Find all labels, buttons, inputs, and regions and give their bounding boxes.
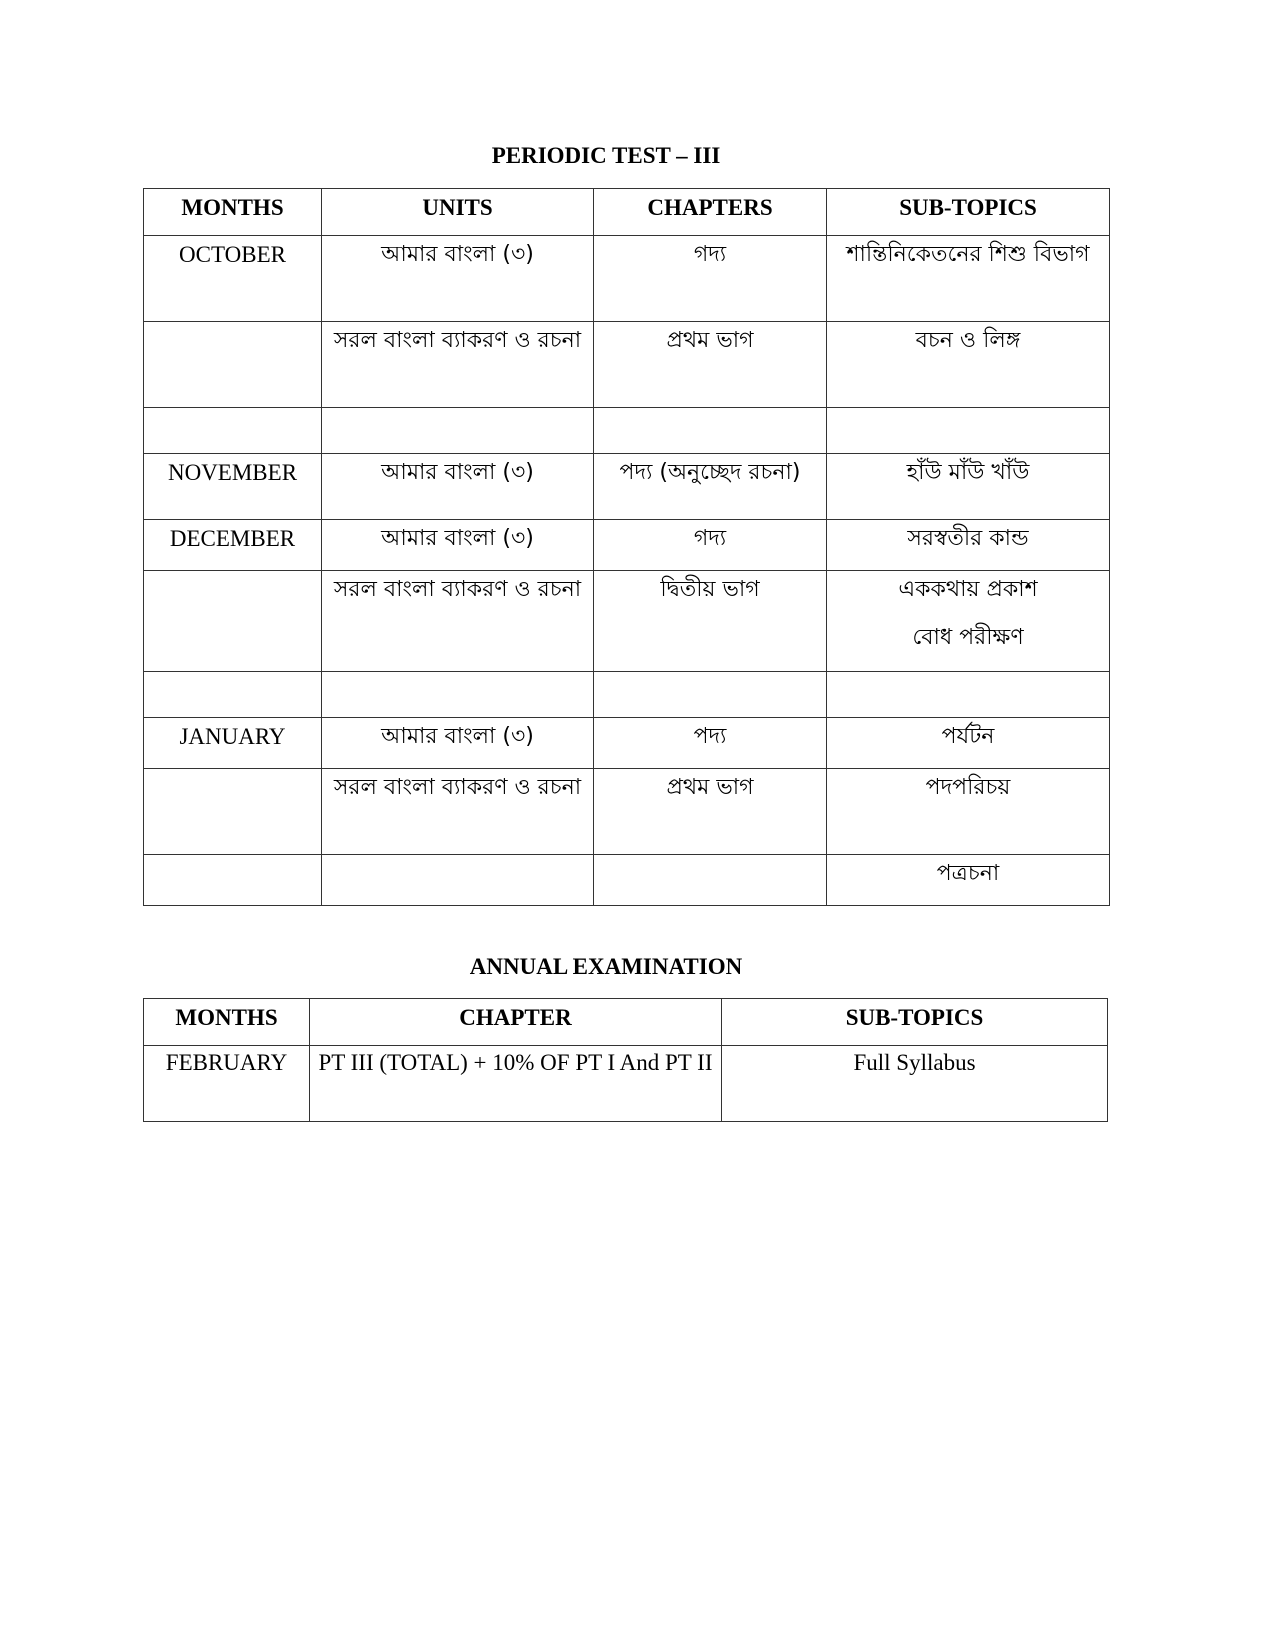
- unit-cell: [322, 408, 594, 454]
- unit-cell: আমার বাংলা (৩): [322, 718, 594, 769]
- subtopic-line: এককথায় প্রকাশ: [898, 577, 1038, 602]
- month-cell: NOVEMBER: [144, 454, 322, 520]
- header-units: UNITS: [322, 189, 594, 236]
- header-months: MONTHS: [144, 999, 310, 1046]
- table-row: [144, 454, 1110, 520]
- subtopic-cell: [827, 672, 1110, 718]
- month-cell: [144, 855, 322, 906]
- month-cell: FEBRUARY: [144, 1046, 310, 1122]
- table-row: [144, 571, 1110, 672]
- unit-cell: আমার বাংলা (৩): [322, 236, 594, 322]
- chapter-cell: পদ্য (অনুচ্ছেদ রচনা): [594, 454, 827, 520]
- chapter-cell: [594, 672, 827, 718]
- chapter-cell: PT III (TOTAL) + 10% OF PT I And PT II: [310, 1046, 722, 1122]
- header-sub-topics: SUB-TOPICS: [722, 999, 1108, 1046]
- table-row: [144, 718, 1110, 769]
- chapter-cell: দ্বিতীয় ভাগ: [594, 571, 827, 672]
- subtopic-cell: সরস্বতীর কান্ড: [827, 520, 1110, 571]
- subtopic-cell: [827, 408, 1110, 454]
- chapter-cell: [594, 408, 827, 454]
- unit-cell: [322, 672, 594, 718]
- header-months: MONTHS: [144, 189, 322, 236]
- header-sub-topics: SUB-TOPICS: [827, 189, 1110, 236]
- table-row-empty: [144, 672, 1110, 718]
- chapter-cell: [594, 855, 827, 906]
- subtopic-line: বোধ পরীক্ষণ: [912, 625, 1024, 650]
- subtopic-cell: বচন ও লিঙ্গ: [827, 322, 1110, 408]
- month-cell: [144, 571, 322, 672]
- table-row: [144, 520, 1110, 571]
- month-cell: [144, 769, 322, 855]
- periodic-test-3-table: [143, 188, 1110, 906]
- subtopic-cell: পদপরিচয়: [827, 769, 1110, 855]
- chapter-cell: পদ্য: [594, 718, 827, 769]
- chapter-cell: প্রথম ভাগ: [594, 322, 827, 408]
- subtopic-cell: পত্রচনা: [827, 855, 1110, 906]
- header-chapter: CHAPTER: [310, 999, 722, 1046]
- month-cell: DECEMBER: [144, 520, 322, 571]
- table-row: [144, 322, 1110, 408]
- table-row-empty: [144, 408, 1110, 454]
- month-cell: [144, 672, 322, 718]
- unit-cell: সরল বাংলা ব্যাকরণ ও রচনা: [322, 571, 594, 672]
- month-cell: JANUARY: [144, 718, 322, 769]
- unit-cell: [322, 855, 594, 906]
- annual-examination-title: ANNUAL EXAMINATION: [469, 954, 743, 979]
- unit-cell: আমার বাংলা (৩): [322, 520, 594, 571]
- table-row: [144, 855, 1110, 906]
- table-row: [144, 769, 1110, 855]
- subtopic-cell: পর্যটন: [827, 718, 1110, 769]
- table-header-row: [144, 999, 1108, 1046]
- subtopic-cell: শান্তিনিকেতনের শিশু বিভাগ: [827, 236, 1110, 322]
- unit-cell: আমার বাংলা (৩): [322, 454, 594, 520]
- unit-cell: সরল বাংলা ব্যাকরণ ও রচনা: [322, 769, 594, 855]
- table-header-row: [144, 189, 1110, 236]
- periodic-test-3-title: PERIODIC TEST – III: [491, 143, 721, 168]
- chapter-cell: প্রথম ভাগ: [594, 769, 827, 855]
- annual-examination-table: [143, 998, 1108, 1122]
- subtopic-cell: Full Syllabus: [722, 1046, 1108, 1122]
- month-cell: [144, 408, 322, 454]
- chapter-cell: গদ্য: [594, 520, 827, 571]
- month-cell: [144, 322, 322, 408]
- subtopic-cell: হাঁউ মাঁউ খাঁউ: [827, 454, 1110, 520]
- month-cell: OCTOBER: [144, 236, 322, 322]
- table-row: [144, 1046, 1108, 1122]
- table-row: [144, 236, 1110, 322]
- unit-cell: সরল বাংলা ব্যাকরণ ও রচনা: [322, 322, 594, 408]
- subtopic-cell: [827, 571, 1110, 672]
- chapter-cell: গদ্য: [594, 236, 827, 322]
- header-chapters: CHAPTERS: [594, 189, 827, 236]
